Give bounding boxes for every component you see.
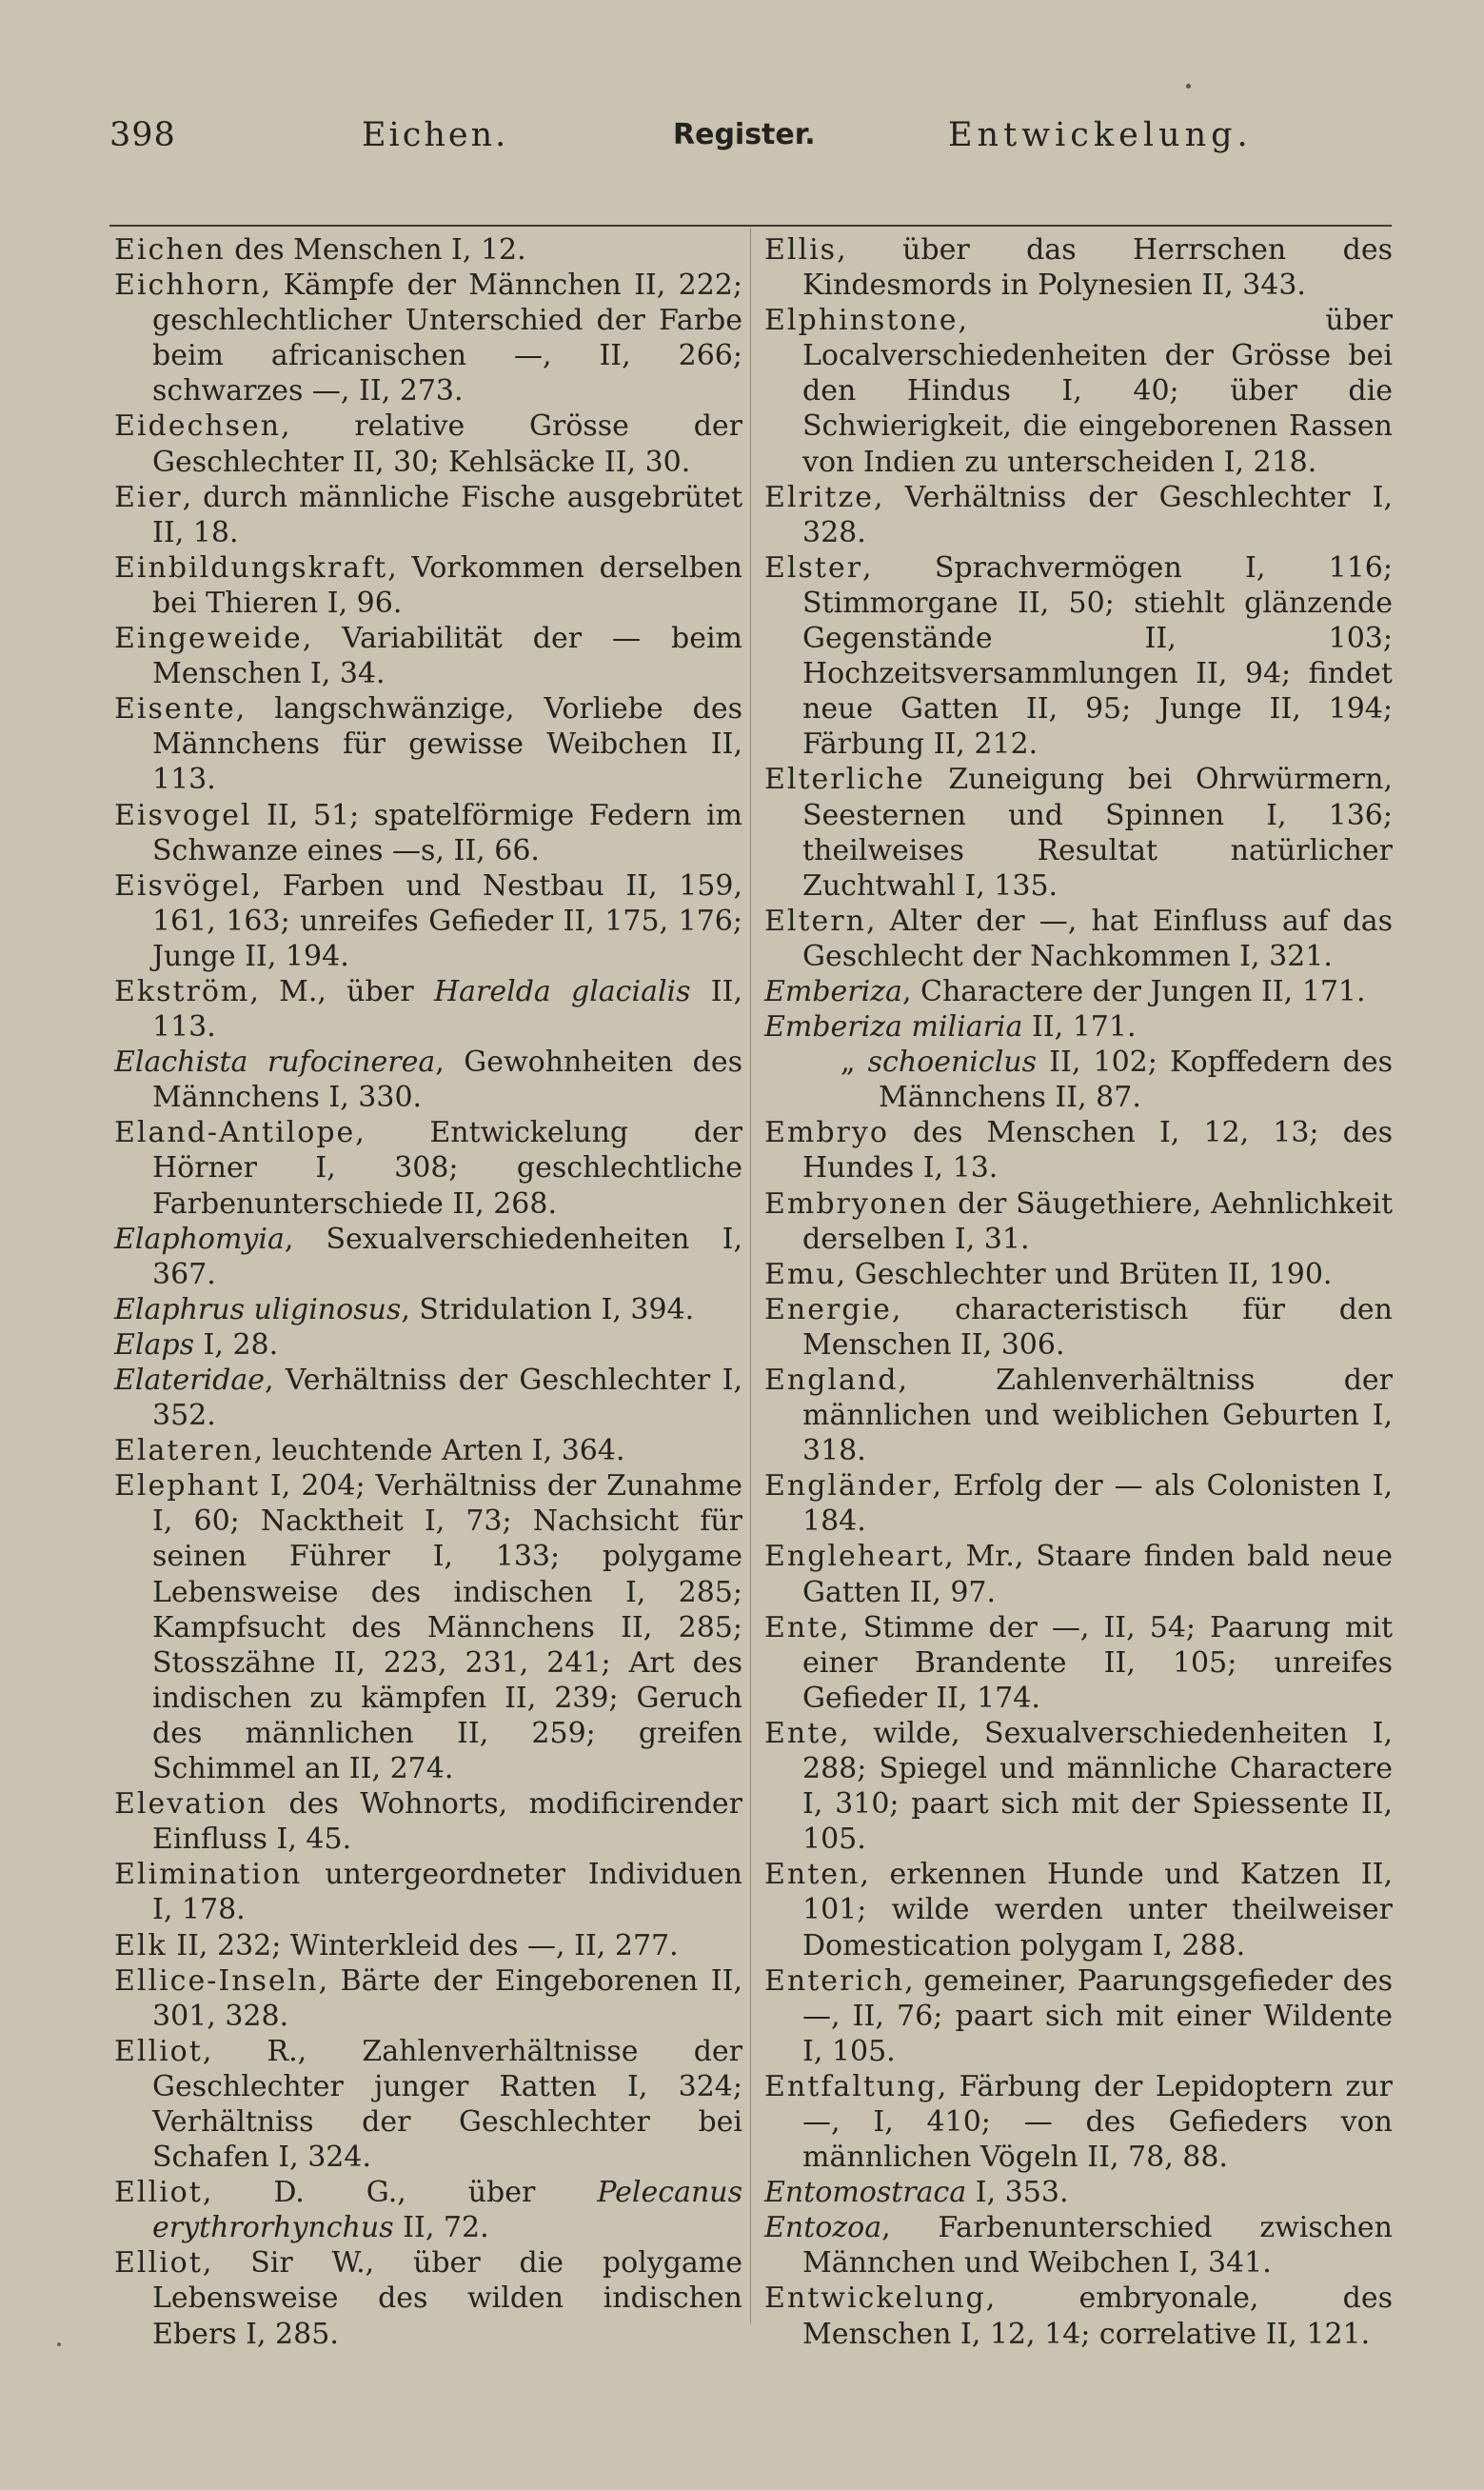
index-entry (114, 268, 742, 408)
index-entry (114, 480, 742, 550)
index-entry (114, 1292, 742, 1327)
entry-text: , durch männliche Fische ausgebrütet II, 18. (152, 480, 742, 549)
page-number: 398 (109, 116, 176, 154)
entry-text: , Bärte der Eingeborenen II, 301, 328. (152, 1963, 742, 2033)
index-entry (114, 1468, 742, 1786)
entry-italic: Elaphrus uliginosus (114, 1292, 402, 1326)
entry-headword: Elster (764, 550, 863, 585)
entry-headword: Elephant (114, 1469, 261, 1504)
index-entry (114, 2034, 742, 2175)
entry-text: II, 232; Winterkleid des —, II, 277. (167, 1928, 679, 1962)
index-entry (114, 1327, 742, 1363)
entry-headword: Entfaltung (764, 2069, 938, 2103)
index-entry (114, 868, 742, 974)
entry-headword: Elliot (114, 2176, 203, 2210)
entry-text: des Wohnorts, modificirender Einfluss I, 45. (152, 1787, 742, 1857)
entry-headword: Elliot (114, 2246, 203, 2281)
entry-headword: Elateren (114, 1434, 254, 1468)
index-entry (764, 1045, 1393, 1115)
index-entry (764, 1257, 1393, 1292)
entry-text: , Verhältniss der Geschlechter I, 352. (152, 1364, 742, 1433)
entry-text: II, 102; Kopffedern des Männchens II, 87. (879, 1046, 1393, 1115)
index-entry (764, 2175, 1393, 2210)
entry-text: des Menschen I, 12, 13; des Hundes I, 13. (802, 1116, 1393, 1185)
entry-headword: Eingeweide (114, 622, 303, 656)
entry-headword: Elterliche (764, 763, 925, 797)
entry-text: , D. G., über (202, 2176, 598, 2210)
index-entry (114, 1963, 742, 2034)
index-entry (114, 2245, 742, 2351)
entry-headword: Enten (764, 1858, 861, 1892)
ditto-mark: „ (841, 1046, 868, 1080)
index-entry (114, 1222, 742, 1292)
entry-italic: Harelda glacialis (433, 974, 691, 1008)
running-head-center: Register. (673, 118, 816, 151)
index-entry (764, 1716, 1393, 1857)
entry-headword: Eisvögel (114, 868, 252, 903)
ink-speck (1186, 84, 1191, 89)
index-entry (114, 1045, 742, 1115)
entry-text: der Säugethiere, Aehnlichkeit derselben I, 31. (802, 1186, 1393, 1256)
entry-headword: Eier (114, 480, 183, 514)
index-entry (764, 303, 1393, 479)
index-entry (764, 1539, 1393, 1609)
entry-headword: Einbildungskraft (114, 550, 388, 585)
entry-text: , embryonale, des Menschen I, 12, 14; correlative II, 121. (802, 2281, 1393, 2351)
entry-text: II, 113. (152, 974, 742, 1045)
index-entry (764, 1363, 1393, 1468)
entry-headword: Eltern (764, 904, 866, 938)
ink-speck (57, 2342, 61, 2346)
entry-italic: schoeniclus (867, 1046, 1038, 1080)
entry-text: I, 353. (966, 2176, 1069, 2210)
entry-headword: Elk (114, 1928, 168, 1962)
entry-headword: England (764, 1364, 899, 1397)
entry-text: II, 72. (393, 2211, 489, 2245)
entry-italic: Emberiza miliaria (764, 1010, 1023, 1045)
entry-text: , gemeiner, Paarungsgefieder des —, II, 76; paart sich mit einer Wildente I, 105. (802, 1963, 1393, 2068)
entry-headword: Eisvogel (114, 798, 252, 832)
index-entry (764, 1610, 1393, 1716)
index-entry (764, 1292, 1393, 1363)
entry-text: , Entwickelung der Hörner I, 308; geschlechtliche Farbenunterschiede II, 268. (152, 1116, 742, 1221)
index-entry (114, 798, 742, 868)
index-entry (764, 1468, 1393, 1539)
entry-headword: Ente (764, 1610, 841, 1644)
entry-headword: Enterich (764, 1963, 905, 1998)
entry-text: , Zahlenverhältniss der männlichen und weiblichen Geburten I, 318. (802, 1364, 1393, 1468)
index-entry (114, 974, 742, 1045)
entry-text: , Gewohnheiten des Männchens I, 330. (152, 1046, 742, 1115)
entry-text: , characteristisch für den Menschen II, 306. (802, 1292, 1393, 1362)
entry-headword: Eichen (114, 233, 226, 267)
index-entry (114, 232, 742, 268)
entry-italic: Elaps (114, 1327, 194, 1362)
entry-text: , Sir W., über die polygame Lebensweise des wilden indischen Ebers I, 285. (152, 2246, 742, 2351)
entry-headword: Ellis (764, 233, 838, 267)
entry-text: II, 51; spatelförmige Federn im Schwanze eines —s, II, 66. (152, 798, 742, 867)
entry-italic: Elaphomyia (114, 1222, 285, 1256)
entry-italic: Pelecanus erythrorhynchus (152, 2176, 742, 2245)
index-entry (764, 232, 1393, 303)
entry-headword: Elimination (114, 1858, 303, 1892)
entry-headword: Ente (764, 1716, 841, 1750)
entry-text: , über Localverschiedenheiten der Grösse bei den Hindus I, 40; über die Schwierigkeit, die eingeborenen Rassen von Indien zu unterscheiden I, 218. (802, 304, 1393, 479)
entry-text: , M., über (249, 974, 434, 1008)
running-head-left: Eichen. (362, 116, 509, 154)
header-rule (109, 225, 1392, 227)
index-entry (764, 2281, 1393, 2351)
index-entry (764, 2069, 1393, 2175)
entry-text: I, 28. (193, 1327, 279, 1362)
index-entry (114, 1928, 742, 1963)
entry-text: , wilde, Sexualverschiedenheiten I, 288; Spiegel und männliche Charactere I, 310; paart sich mit der Spiessente II, 105. (802, 1716, 1393, 1857)
entry-text: Zuneigung bei Ohrwürmern, Seesternen und Spinnen I, 136; theilweises Resultat natürlicher Zuchtwahl I, 135. (802, 763, 1393, 903)
entry-text: , Kämpfe der Männchen II, 222; geschlechtlicher Unterschied der Farbe beim africanischen —, II, 266; schwarzes —, II, 273. (152, 269, 742, 408)
entry-headword: Eland-Antilope (114, 1116, 356, 1150)
index-entry (764, 1963, 1393, 2069)
entry-italic: Emberiza (764, 974, 902, 1008)
entry-text: untergeordneter Individuen I, 178. (152, 1858, 742, 1927)
entry-text: , Stimme der —, II, 54; Paarung mit einer Brandente II, 105; unreifes Gefieder II, 174. (802, 1610, 1393, 1715)
entry-text: des Menschen I, 12. (225, 233, 526, 267)
index-entry (114, 1115, 742, 1221)
index-entry (114, 550, 742, 621)
entry-headword: Elphinstone (764, 304, 959, 338)
entry-headword: Emu (764, 1257, 837, 1291)
entry-headword: Entwickelung (764, 2281, 986, 2316)
entry-text: , relative Grösse der Geschlechter II, 30; Kehlsäcke II, 30. (152, 409, 742, 479)
index-entry (114, 2175, 742, 2245)
column-divider (750, 229, 751, 2323)
index-entry (764, 762, 1393, 903)
entry-text: , Erfolg der — als Colonisten I, 184. (802, 1469, 1393, 1539)
entry-headword: Elevation (114, 1787, 268, 1822)
index-column-left (114, 232, 742, 2352)
index-entry (114, 1857, 742, 1927)
index-entry (114, 1363, 742, 1433)
entry-text: , Farben und Nestbau II, 159, 161, 163; unreifes Gefieder II, 175, 176; Junge II, 194. (152, 868, 742, 973)
entry-text: , Stridulation I, 394. (401, 1292, 695, 1326)
entry-headword: Elliot (114, 2034, 203, 2068)
entry-text: , erkennen Hunde und Katzen II, 101; wilde werden unter theilweiser Domestication polygam I, 288. (802, 1858, 1393, 1962)
index-entry (764, 1009, 1393, 1045)
entry-headword: Embryo (764, 1116, 889, 1150)
entry-text: , Sprachvermögen I, 116; Stimmorgane II, 50; stiehlt glänzende Gegenstände II, 103; Hochzeitsversammlungen II, 94; findet neue Gatten II, 95; Junge II, 194; Färbung II, 212. (802, 550, 1393, 762)
index-entry (764, 480, 1393, 550)
entry-headword: Embryonen (764, 1186, 949, 1221)
index-entry (764, 1857, 1393, 1962)
entry-headword: Ekström (114, 974, 250, 1008)
running-head-right: Entwickelung. (948, 116, 1253, 154)
index-entry (114, 691, 742, 797)
entry-headword: Eichhorn (114, 269, 262, 303)
entry-text: , Mr., Staare finden bald neue Gatten II, 97. (802, 1540, 1393, 1609)
entry-headword: Engländer (764, 1469, 933, 1504)
entry-text: , Farbenunterschied zwischen Männchen und Weibchen I, 341. (802, 2211, 1393, 2281)
entry-headword: Eidechsen (114, 409, 282, 444)
entry-text: II, 171. (1022, 1010, 1137, 1045)
entry-text: , R., Zahlenverhältnisse der Geschlechter junger Ratten I, 324; Verhältniss der Geschlechter bei Schafen I, 324. (152, 2034, 742, 2175)
entry-headword: Elritze (764, 480, 875, 514)
index-entry (764, 904, 1393, 974)
entry-headword: Engleheart (764, 1540, 945, 1574)
entry-italic: Entozoa (764, 2211, 882, 2245)
entry-text: , Verhältniss der Geschlechter I, 328. (802, 480, 1393, 549)
entry-headword: Energie (764, 1292, 892, 1326)
entry-italic: Elateridae (114, 1364, 265, 1397)
entry-headword: Ellice-Inseln (114, 1963, 319, 1998)
index-entry (764, 550, 1393, 763)
entry-text: , langschwänzige, Vorliebe des Männchens für gewisse Weibchen II, 113. (152, 692, 742, 797)
entry-italic: Elachista rufocinerea (114, 1046, 436, 1080)
index-entry (764, 1115, 1393, 1185)
entry-italic: Entomostraca (764, 2176, 967, 2210)
index-entry (764, 1186, 1393, 1257)
entry-text: , über das Herrschen des Kindesmords in Polynesien II, 343. (802, 233, 1393, 303)
entry-text: , leuchtende Arten I, 364. (253, 1434, 625, 1468)
entry-text: , Sexualverschiedenheiten I, 367. (152, 1222, 742, 1291)
index-entry (764, 2210, 1393, 2281)
index-entry (114, 408, 742, 479)
entry-text: , Geschlechter und Brüten II, 190. (836, 1257, 1333, 1291)
entry-headword: Eisente (114, 692, 236, 727)
index-entry (114, 1786, 742, 1857)
index-entry (114, 1433, 742, 1468)
entry-text: , Vorkommen derselben bei Thieren I, 96. (152, 550, 742, 620)
entry-text: , Variabilität der — beim Menschen I, 34. (152, 622, 742, 691)
index-entry (114, 621, 742, 691)
entry-text: , Alter der —, hat Einfluss auf das Geschlecht der Nachkommen I, 321. (802, 904, 1393, 973)
index-entry (764, 974, 1393, 1009)
entry-text: I, 204; Verhältniss der Zunahme I, 60; Nacktheit I, 73; Nachsicht für seinen Führer I, 133; polygame Lebensweise des indischen I, 285; Kampfsucht des Männchens II, 285; Stosszähne II, 223, 231, 241; Art des indischen zu kämpfen II, 239; Geruch des männlichen II, 259; greifen Schimmel an II, 274. (152, 1469, 742, 1786)
index-column-right (764, 232, 1393, 2352)
entry-text: , Charactere der Jungen II, 171. (901, 974, 1366, 1008)
entry-text: , Färbung der Lepidoptern zur —, I, 410; — des Gefieders von männlichen Vögeln II, 78, 88. (802, 2069, 1393, 2175)
